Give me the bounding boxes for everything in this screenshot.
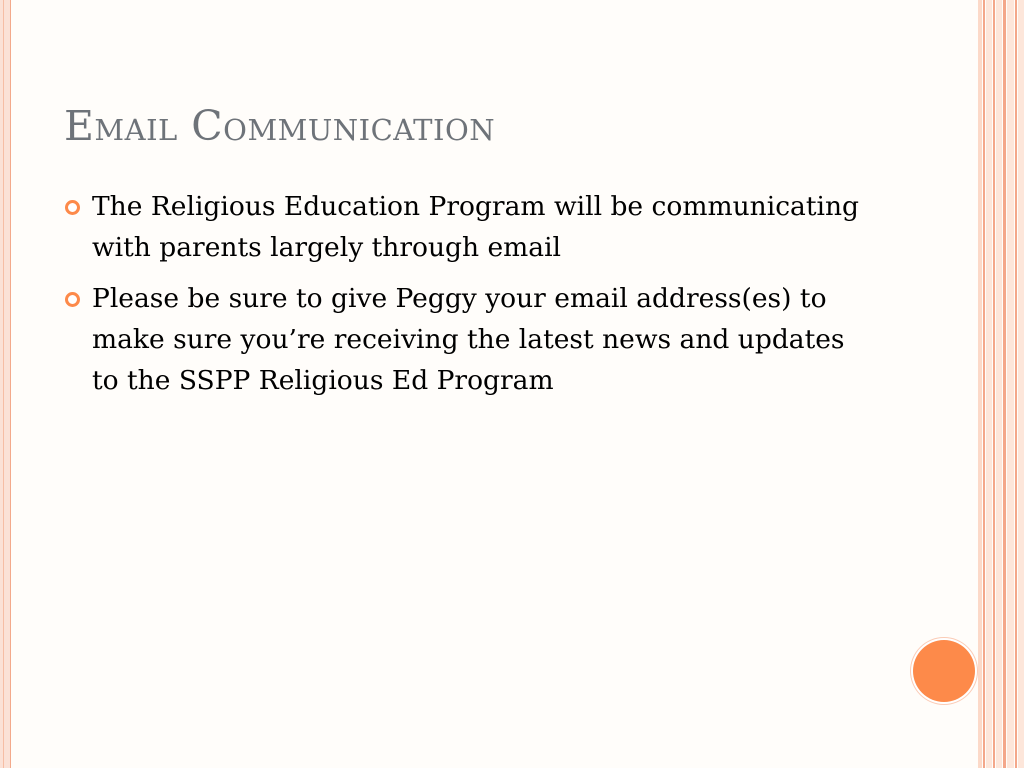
right-stripe — [1007, 0, 1014, 768]
slide-title: Email Communication — [64, 102, 496, 150]
bullet-item — [62, 186, 862, 268]
right-stripe — [978, 0, 982, 768]
right-stripe — [983, 0, 985, 768]
right-stripe — [1003, 0, 1006, 768]
orange-circle-icon — [913, 640, 975, 702]
right-stripe — [996, 0, 1002, 768]
bullet-item — [62, 278, 862, 401]
right-stripe — [993, 0, 995, 768]
circle-bullet-icon — [62, 278, 92, 319]
bullet-text: Please be sure to give Peggy your email address(es) to make sure you’re receiving the latest news and updates to the SSPP Religious Ed Program — [92, 283, 845, 396]
bullet-list — [62, 186, 862, 411]
bullet-text: The Religious Education Program will be communicating with parents largely through email — [92, 191, 859, 263]
right-stripe — [1018, 0, 1024, 768]
circle-bullet-icon — [62, 186, 92, 227]
right-stripe — [986, 0, 992, 768]
right-stripe — [1015, 0, 1017, 768]
left-border-decoration — [0, 0, 11, 768]
left-border-line — [3, 0, 4, 768]
